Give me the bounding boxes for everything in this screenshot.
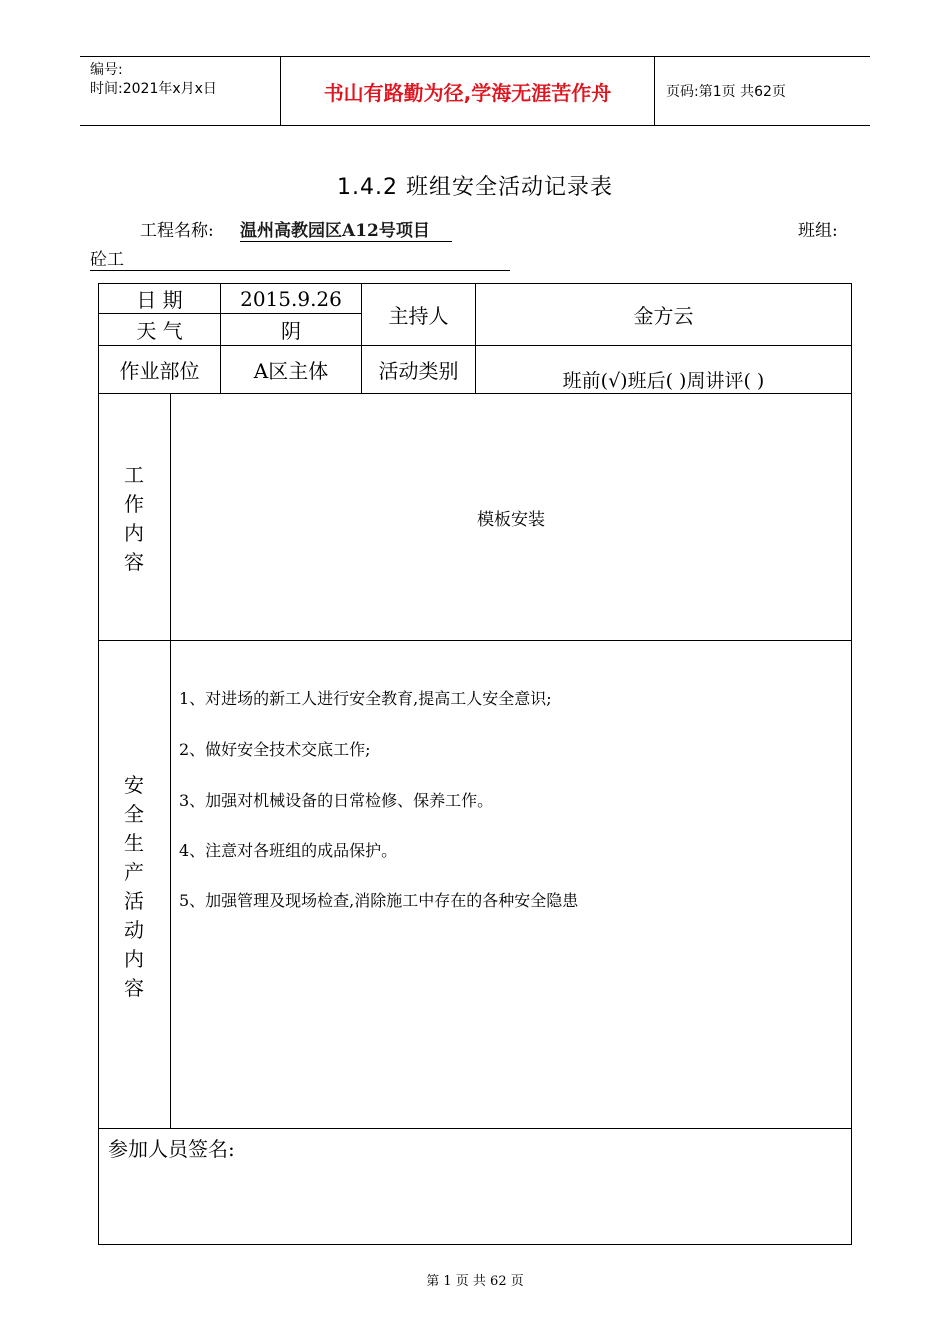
- safety-item: 5、加强管理及现场检查,消除施工中存在的各种安全隐患: [179, 891, 579, 910]
- team-label: 班组:: [798, 221, 838, 241]
- safety-item: 2、做好安全技术交底工作;: [179, 740, 371, 759]
- page-footer: 第 1 页 共 62 页: [426, 1274, 524, 1289]
- document-header: [80, 56, 870, 126]
- date-label: 日 期: [136, 288, 183, 312]
- host-value: 金方云: [633, 304, 694, 328]
- safety-content-label: 安 全 生 产 活 动 内 容: [124, 773, 144, 1000]
- document-title: 1.4.2 班组安全活动记录表: [337, 175, 613, 200]
- signature-label: 参加人员签名:: [108, 1137, 235, 1161]
- work-content-value: 模板安装: [477, 509, 545, 530]
- safety-item: 3、加强对机械设备的日常检修、保养工作。: [179, 791, 494, 810]
- date-value: 2015.9.26: [240, 286, 342, 311]
- header-page-info: 页码:第1页 共62页: [666, 84, 786, 100]
- activity-record-table: [98, 283, 852, 1245]
- table-rule: [99, 1128, 851, 1129]
- header-divider: [654, 57, 655, 125]
- weather-value: 阴: [281, 319, 301, 343]
- safety-item: 4、注意对各班组的成品保护。: [179, 841, 398, 860]
- header-motto: 书山有路勤为径,学海无涯苦作舟: [323, 80, 612, 105]
- team-value: 砼工: [90, 245, 510, 271]
- location-label: 作业部位: [119, 359, 200, 383]
- host-label: 主持人: [388, 304, 449, 328]
- project-name-value: 温州高教园区A12号项目: [240, 216, 452, 242]
- document-number-label: 编号:: [90, 62, 123, 78]
- header-meta: [90, 61, 217, 99]
- weather-label: 天 气: [136, 319, 183, 343]
- safety-item: 1、对进场的新工人进行安全教育,提高工人安全意识;: [179, 689, 552, 708]
- document-time-label: 时间:2021年x月x日: [90, 81, 217, 97]
- project-name-label: 工程名称:: [140, 221, 214, 241]
- location-value: A区主体: [253, 359, 329, 383]
- work-content-label: 工 作 内 容: [124, 463, 144, 574]
- activity-type-label: 活动类别: [378, 359, 459, 383]
- activity-type-value: 班前(√)班后( )周讲评( ): [562, 370, 765, 392]
- table-rule: [99, 640, 851, 641]
